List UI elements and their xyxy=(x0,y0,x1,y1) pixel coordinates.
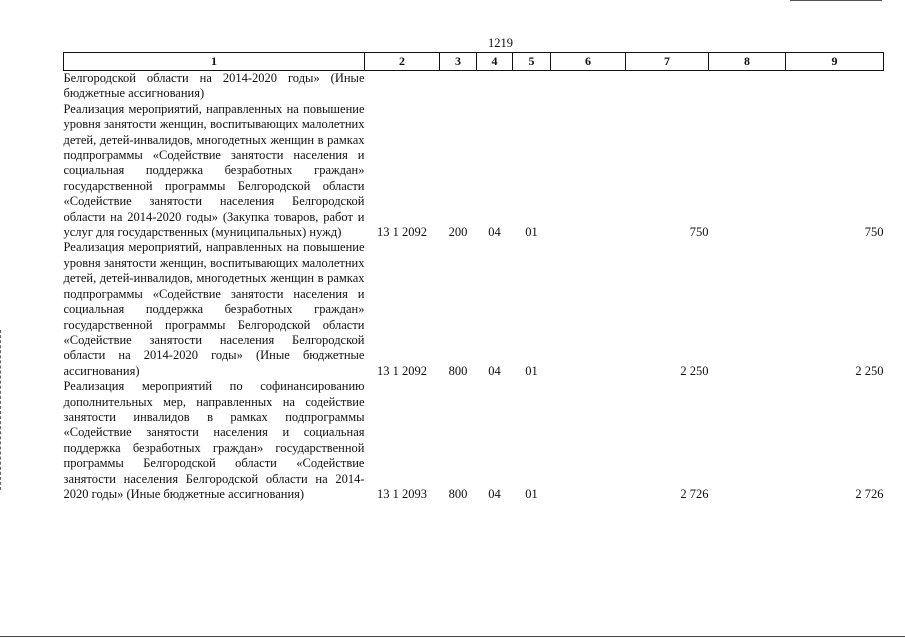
table-row xyxy=(64,240,884,379)
row-col7: 750 xyxy=(689,225,709,240)
table-row xyxy=(64,71,884,102)
row-description-text: Реализация мероприятий, направленных на повышение уровня занятости женщин, воспитывающих малолетних детей, детей-инвалидов, многодетных женщин в рамках подпрограммы «Содействие занятости населения и социальная поддержка безработных граждан» государственной программы Белгородской области «Содействие занятости населения Белгородской области на 2014-2020 годы» (Иные бюджетные ассигнования) xyxy=(63,240,365,378)
row-description xyxy=(64,102,365,241)
row-vr xyxy=(440,71,477,102)
row-col8 xyxy=(709,240,786,379)
header-cell-8: 8 xyxy=(709,53,786,71)
row-rz: 04 xyxy=(488,363,501,378)
page-number: 1219 xyxy=(488,36,513,50)
row-description-text: Реализация мероприятий по софинансированию дополнительных мер, направленных на содействие занятости инвалидов в рамках подпрограммы «Содействие занятости населения и социальная поддержка безработных граждан» государственной программы Белгородской области «Содействие занятости населения Белгородской области на 2014-2020 годы» (Иные бюджетные ассигнования) xyxy=(63,379,365,501)
table-row xyxy=(64,379,884,502)
row-description xyxy=(64,379,365,502)
row-description xyxy=(64,71,365,102)
table-row xyxy=(64,102,884,241)
header-cell-2: 2 xyxy=(365,53,440,71)
header-cell-7: 7 xyxy=(626,53,709,71)
row-vr: 800 xyxy=(448,486,468,501)
row-rz xyxy=(477,71,513,102)
row-col6 xyxy=(551,379,626,502)
row-rz: 04 xyxy=(488,225,501,240)
budget-table xyxy=(63,52,884,502)
header-cell-4: 4 xyxy=(477,53,513,71)
row-col6 xyxy=(551,240,626,379)
row-col9: 750 xyxy=(864,225,884,240)
header-cell-6: 6 xyxy=(551,53,626,71)
row-description-text: Реализация мероприятий, направленных на повышение уровня занятости женщин, воспитывающих малолетних детей, детей-инвалидов, многодетных женщин в рамках подпрограммы «Содействие занятости населения и социальная поддержка безработных граждан» государственной программы Белгородской области «Содействие занятости населения Белгородской области на 2014-2020 годы» (Закупка товаров, работ и услуг для государственных (муниципальных) нужд) xyxy=(63,101,365,240)
row-csr: 13 1 2093 xyxy=(377,486,427,501)
row-vr: 200 xyxy=(448,225,468,240)
header-cell-9: 9 xyxy=(786,53,884,71)
row-col9: 2 250 xyxy=(855,363,884,378)
row-csr xyxy=(365,71,440,102)
row-col7: 2 726 xyxy=(680,486,709,501)
header-cell-1: 1 xyxy=(64,53,365,71)
row-pr xyxy=(513,71,551,102)
margin-marks xyxy=(0,330,3,490)
row-col7: 2 250 xyxy=(680,363,709,378)
row-col7 xyxy=(626,71,709,102)
header-row xyxy=(64,53,884,71)
row-col9 xyxy=(786,71,884,102)
row-csr: 13 1 2092 xyxy=(377,225,427,240)
row-rz: 04 xyxy=(488,486,501,501)
row-col6 xyxy=(551,71,626,102)
row-col8 xyxy=(709,71,786,102)
row-col6 xyxy=(551,102,626,241)
row-vr: 800 xyxy=(448,363,468,378)
row-pr: 01 xyxy=(525,225,538,240)
row-pr: 01 xyxy=(525,486,538,501)
row-col8 xyxy=(709,379,786,502)
row-col9: 2 726 xyxy=(855,486,884,501)
top-rule xyxy=(790,0,882,1)
bottom-rule xyxy=(0,636,905,637)
header-cell-5: 5 xyxy=(513,53,551,71)
row-description xyxy=(64,240,365,379)
row-col8 xyxy=(709,102,786,241)
header-cell-3: 3 xyxy=(440,53,477,71)
row-csr: 13 1 2092 xyxy=(377,363,427,378)
row-pr: 01 xyxy=(525,363,538,378)
row-description-text: Белгородской области на 2014-2020 годы» (Иные бюджетные ассигнования) xyxy=(63,71,365,101)
